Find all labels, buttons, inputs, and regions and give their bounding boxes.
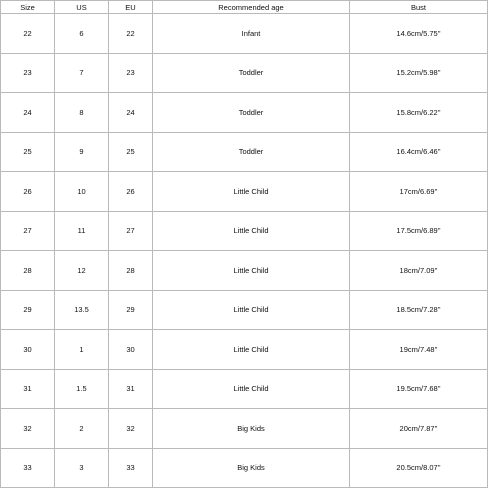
table-row (1, 53, 488, 93)
cell-eu: 32 (109, 409, 153, 449)
table-row (1, 211, 488, 251)
cell-bust: 16.4cm/6.46'' (350, 132, 488, 172)
cell-size: 33 (1, 448, 55, 488)
cell-us: 6 (55, 14, 109, 54)
cell-recommended-age: Little Child (153, 172, 350, 212)
cell-bust: 19cm/7.48'' (350, 330, 488, 370)
cell-bust: 15.2cm/5.98'' (350, 53, 488, 93)
table-row (1, 409, 488, 449)
cell-us: 1.5 (55, 369, 109, 409)
cell-eu: 31 (109, 369, 153, 409)
cell-bust: 17.5cm/6.89'' (350, 211, 488, 251)
header-eu: EU (109, 1, 153, 14)
cell-bust: 20cm/7.87'' (350, 409, 488, 449)
cell-size: 26 (1, 172, 55, 212)
table-row (1, 369, 488, 409)
table-row (1, 251, 488, 291)
cell-bust: 15.8cm/6.22'' (350, 93, 488, 133)
cell-eu: 33 (109, 448, 153, 488)
cell-recommended-age: Infant (153, 14, 350, 54)
cell-us: 1 (55, 330, 109, 370)
cell-eu: 30 (109, 330, 153, 370)
cell-size: 29 (1, 290, 55, 330)
header-us: US (55, 1, 109, 14)
cell-bust: 18cm/7.09'' (350, 251, 488, 291)
table-row (1, 14, 488, 54)
cell-bust: 17cm/6.69'' (350, 172, 488, 212)
cell-us: 8 (55, 93, 109, 133)
cell-recommended-age: Big Kids (153, 409, 350, 449)
cell-us: 2 (55, 409, 109, 449)
cell-eu: 25 (109, 132, 153, 172)
cell-us: 10 (55, 172, 109, 212)
cell-eu: 22 (109, 14, 153, 54)
cell-size: 25 (1, 132, 55, 172)
table-row (1, 93, 488, 133)
cell-bust: 20.5cm/8.07'' (350, 448, 488, 488)
header-row (1, 1, 488, 14)
cell-us: 13.5 (55, 290, 109, 330)
cell-eu: 23 (109, 53, 153, 93)
cell-size: 27 (1, 211, 55, 251)
table-row (1, 330, 488, 370)
header-size: Size (1, 1, 55, 14)
cell-size: 30 (1, 330, 55, 370)
cell-eu: 24 (109, 93, 153, 133)
table-row (1, 290, 488, 330)
cell-size: 24 (1, 93, 55, 133)
cell-size: 23 (1, 53, 55, 93)
cell-us: 9 (55, 132, 109, 172)
cell-us: 3 (55, 448, 109, 488)
cell-size: 22 (1, 14, 55, 54)
cell-size: 32 (1, 409, 55, 449)
header-recommended-age: Recommended age (153, 1, 350, 14)
cell-us: 11 (55, 211, 109, 251)
cell-recommended-age: Little Child (153, 211, 350, 251)
table-row (1, 448, 488, 488)
cell-bust: 18.5cm/7.28'' (350, 290, 488, 330)
cell-recommended-age: Big Kids (153, 448, 350, 488)
cell-eu: 29 (109, 290, 153, 330)
cell-bust: 19.5cm/7.68'' (350, 369, 488, 409)
cell-eu: 26 (109, 172, 153, 212)
cell-us: 12 (55, 251, 109, 291)
cell-recommended-age: Toddler (153, 53, 350, 93)
header-bust: Bust (350, 1, 488, 14)
cell-us: 7 (55, 53, 109, 93)
cell-eu: 28 (109, 251, 153, 291)
cell-recommended-age: Little Child (153, 330, 350, 370)
cell-recommended-age: Toddler (153, 132, 350, 172)
cell-recommended-age: Toddler (153, 93, 350, 133)
cell-bust: 14.6cm/5.75'' (350, 14, 488, 54)
cell-size: 28 (1, 251, 55, 291)
cell-recommended-age: Little Child (153, 251, 350, 291)
cell-recommended-age: Little Child (153, 290, 350, 330)
table-row (1, 172, 488, 212)
table-row (1, 132, 488, 172)
cell-size: 31 (1, 369, 55, 409)
cell-recommended-age: Little Child (153, 369, 350, 409)
cell-eu: 27 (109, 211, 153, 251)
